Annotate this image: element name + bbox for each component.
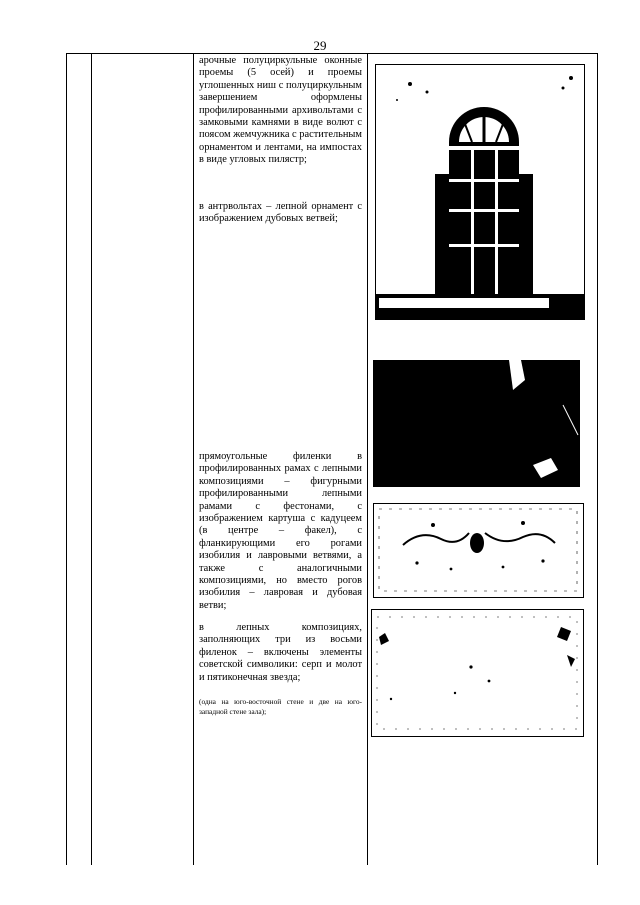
table-col-line-1 [66, 53, 67, 865]
table-col-line-2 [91, 53, 92, 865]
architrave-detail-photo [373, 360, 580, 487]
stucco-panel-photo [373, 503, 584, 598]
table-col-line-3 [193, 53, 194, 865]
arched-window-photo [375, 64, 585, 320]
table-top-border [66, 53, 598, 54]
paragraph-panels: прямоугольные филенки в профилированных рамах с лепными композициями – фигурными профилированными лепными рамами с фестонами, с изображением картуша с кадуцеем (в центре – факел), с фланкирующими его рогами изобилия и лавровыми ветвями, а также с аналогичными композициями, но вместо рогов изобилия – лавровая и дубовая ветви; [199, 451, 362, 611]
soviet-symbol-panel-photo [371, 609, 584, 737]
table-col-line-4 [367, 53, 368, 865]
table-col-line-5 [597, 53, 598, 865]
page-number: 29 [313, 38, 327, 53]
paragraph-arched-openings: арочные полуциркульные оконные проемы (5 осей) и проемы углошенных ниш с полуциркульным завершением оформлены профилированными архивольтами с замковыми камнями в виде волют с поясом жемчужника с растительным орнаментом и лентами, на импостах в виде угловых пилястр; [199, 55, 362, 166]
paragraph-spandrels: в антрвольтах – лепной орнамент с изображением дубовых ветвей; [199, 201, 362, 225]
paragraph-soviet-symbols: в лепных композициях, заполняющих три из восьми филенок – включены элементы советской символики: серп и молот и пятиконечная звезда; [199, 622, 362, 683]
paragraph-note: (одна на юго-восточной стене и две на юго-западной стене зала); [199, 697, 362, 716]
